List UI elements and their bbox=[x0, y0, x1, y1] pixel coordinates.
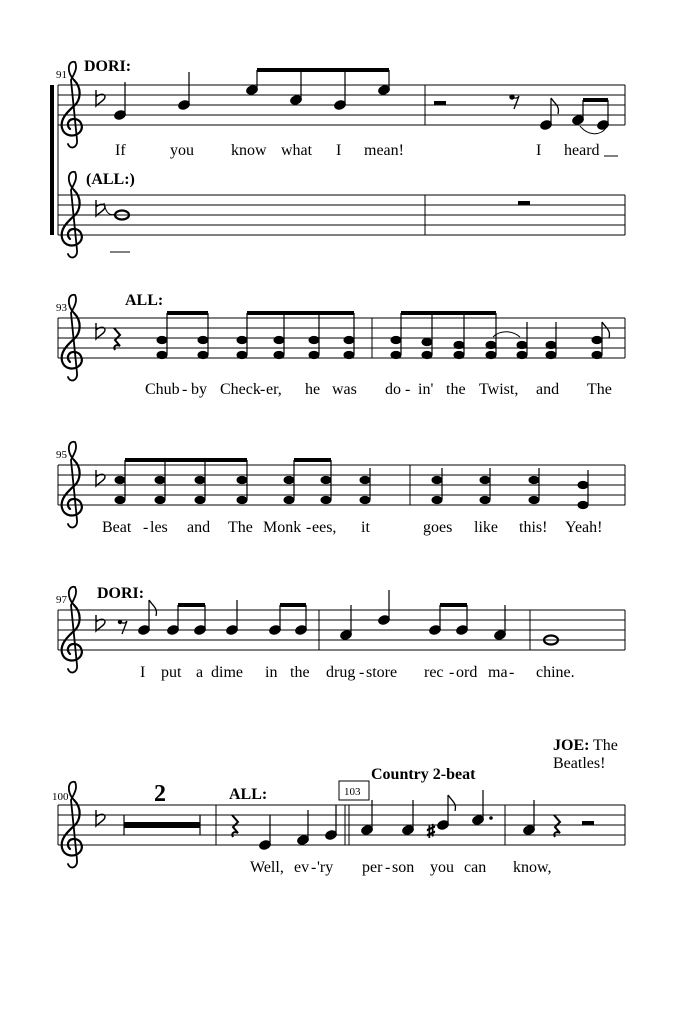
notes-system4 bbox=[137, 590, 558, 645]
svg-text:do: do bbox=[385, 381, 401, 398]
svg-text:put: put bbox=[161, 664, 182, 681]
staff-system3 bbox=[58, 465, 625, 505]
svg-text:Twist,: Twist, bbox=[479, 381, 519, 398]
svg-text:Well,: Well, bbox=[250, 859, 284, 876]
style-marking: Country 2-beat bbox=[371, 766, 476, 783]
svg-text:If: If bbox=[115, 142, 126, 159]
svg-text:was: was bbox=[332, 381, 357, 398]
svg-text:'ry: 'ry bbox=[317, 859, 334, 876]
svg-text:Yeah!: Yeah! bbox=[565, 519, 603, 536]
svg-text:this!: this! bbox=[519, 519, 548, 536]
svg-text:ma: ma bbox=[488, 664, 508, 681]
measure-number: 100 bbox=[52, 791, 69, 803]
notes-system3 bbox=[115, 458, 588, 509]
svg-text:heard: heard bbox=[564, 142, 600, 159]
flat-key-signature-icon bbox=[96, 90, 105, 106]
svg-text:you: you bbox=[430, 859, 454, 876]
svg-text:-: - bbox=[385, 859, 391, 876]
svg-text:goes: goes bbox=[423, 519, 453, 536]
svg-text:ev: ev bbox=[294, 859, 310, 876]
system-bracket bbox=[50, 85, 54, 235]
svg-text:I: I bbox=[140, 664, 146, 681]
lyrics-line-4 bbox=[140, 664, 575, 681]
svg-text:The: The bbox=[228, 519, 253, 536]
svg-text:♯: ♯ bbox=[427, 823, 435, 840]
rehearsal-mark: 103 bbox=[344, 786, 361, 798]
svg-text:chine.: chine. bbox=[536, 664, 575, 681]
svg-text:-: - bbox=[509, 664, 515, 681]
flat-key-signature-icon bbox=[96, 810, 105, 826]
svg-text:Check: Check bbox=[220, 381, 261, 398]
svg-text:Beat: Beat bbox=[102, 519, 132, 536]
svg-text:er,: er, bbox=[266, 381, 282, 398]
svg-text:I: I bbox=[336, 142, 342, 159]
svg-text:-: - bbox=[311, 859, 317, 876]
svg-text:Chub: Chub bbox=[145, 381, 180, 398]
svg-text:-: - bbox=[306, 519, 312, 536]
singer-label-dori: DORI: bbox=[84, 58, 132, 75]
svg-text:and: and bbox=[187, 519, 211, 536]
svg-text:like: like bbox=[474, 519, 498, 536]
svg-text:rec: rec bbox=[424, 664, 444, 681]
svg-text:know,: know, bbox=[513, 859, 552, 876]
svg-text:and: and bbox=[536, 381, 560, 398]
svg-text:in': in' bbox=[418, 381, 434, 398]
joe-note-line2: Beatles! bbox=[553, 755, 606, 772]
flat-key-signature-icon bbox=[96, 323, 105, 339]
staff-system2 bbox=[58, 318, 625, 358]
svg-text:per: per bbox=[362, 859, 383, 876]
svg-text:dime: dime bbox=[211, 664, 243, 681]
svg-text:store: store bbox=[366, 664, 398, 681]
svg-text:in: in bbox=[265, 664, 278, 681]
singer-label-all: (ALL:) bbox=[86, 171, 135, 188]
svg-text:-: - bbox=[359, 664, 365, 681]
svg-text:what: what bbox=[281, 142, 313, 159]
notes-system5 bbox=[124, 815, 200, 835]
svg-text:-: - bbox=[449, 664, 455, 681]
svg-text:The: The bbox=[587, 381, 612, 398]
lyrics-line-3 bbox=[102, 519, 602, 536]
svg-text:you: you bbox=[170, 142, 194, 159]
svg-text:he: he bbox=[305, 381, 321, 398]
measure-number: 91 bbox=[56, 69, 67, 81]
svg-text:-: - bbox=[260, 381, 266, 398]
notes-system1-lower bbox=[104, 201, 530, 220]
speaker-label-joe: JOE: bbox=[553, 737, 590, 754]
svg-text:the: the bbox=[290, 664, 310, 681]
singer-label-all: ALL: bbox=[125, 292, 164, 309]
svg-text:les: les bbox=[150, 519, 168, 536]
staff-system1-lower bbox=[58, 195, 625, 235]
lyrics-line-2 bbox=[145, 381, 612, 398]
svg-text:-: - bbox=[182, 381, 188, 398]
svg-text:-: - bbox=[405, 381, 411, 398]
svg-text:son: son bbox=[392, 859, 415, 876]
svg-text:Monk: Monk bbox=[263, 519, 302, 536]
svg-text:it: it bbox=[361, 519, 370, 536]
lyrics-line-1 bbox=[115, 142, 600, 159]
svg-text:I: I bbox=[536, 142, 542, 159]
svg-text:ees,: ees, bbox=[312, 519, 337, 536]
notes-system1-upper bbox=[113, 68, 609, 134]
measure-number: 97 bbox=[56, 594, 67, 606]
singer-label-dori: DORI: bbox=[97, 585, 145, 602]
multirest-count: 2 bbox=[154, 781, 166, 807]
svg-text:a: a bbox=[196, 664, 204, 681]
svg-text:-: - bbox=[143, 519, 149, 536]
svg-text:drug: drug bbox=[326, 664, 356, 681]
joe-note-line1: The bbox=[593, 737, 618, 754]
svg-text:ord: ord bbox=[456, 664, 478, 681]
svg-text:can: can bbox=[464, 859, 487, 876]
svg-text:by: by bbox=[191, 381, 207, 398]
flat-key-signature-icon bbox=[96, 200, 105, 216]
measure-number: 95 bbox=[56, 449, 67, 461]
svg-text:mean!: mean! bbox=[364, 142, 404, 159]
svg-text:know: know bbox=[231, 142, 267, 159]
singer-label-all: ALL: bbox=[229, 786, 268, 803]
svg-text:the: the bbox=[446, 381, 466, 398]
flat-key-signature-icon bbox=[96, 470, 105, 486]
flat-key-signature-icon bbox=[96, 615, 105, 631]
measure-number: 93 bbox=[56, 302, 67, 314]
lyrics-line-5 bbox=[250, 859, 552, 876]
